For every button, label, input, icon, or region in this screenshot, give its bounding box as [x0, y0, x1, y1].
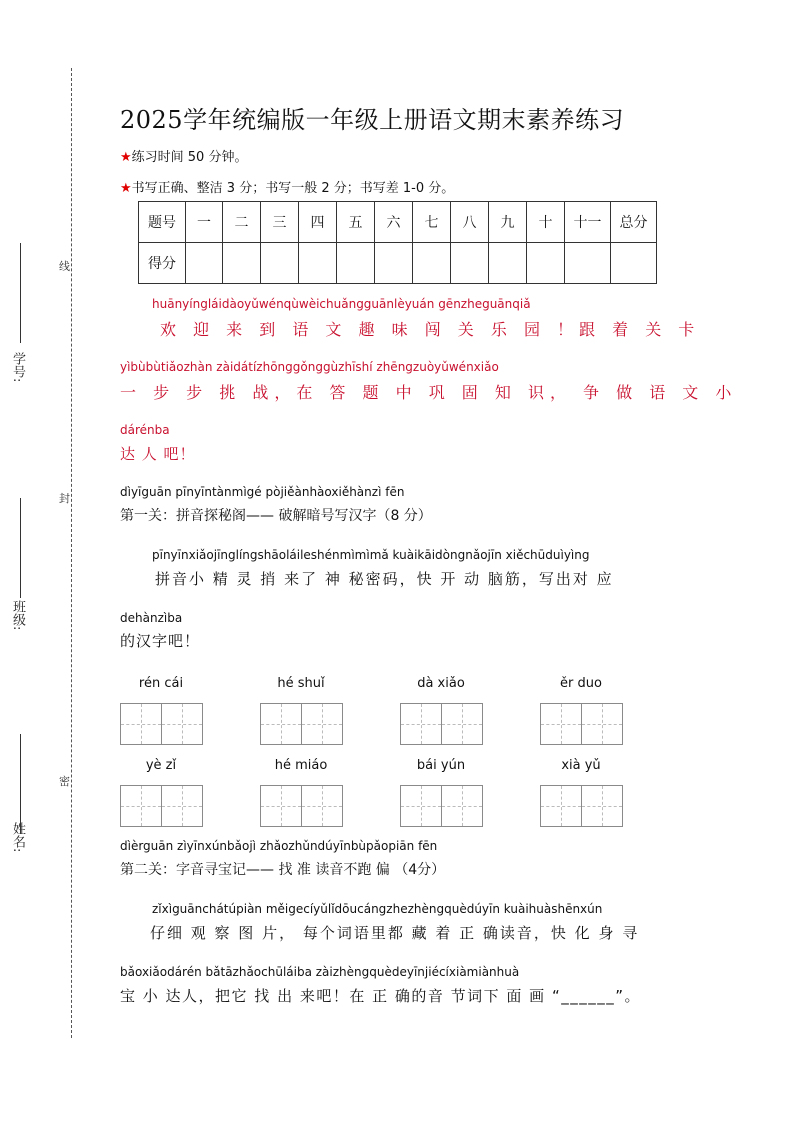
section1-desc-pinyin: pīnyīnxiǎojīnglíngshāoláileshénmìmìmǎ kuàikāidòngnǎojīn xiěchūduìyìng — [152, 548, 590, 562]
word-pinyin: ěr duo — [560, 676, 602, 691]
seal-line-mark: 线 — [59, 260, 70, 273]
page-title: 2025学年统编版一年级上册语文期末素养练习 — [120, 106, 625, 134]
section2-desc: 仔细 观 察 图 片， 每个词语里都 藏 着 正 确读音，快 化 身 寻 — [150, 924, 640, 942]
writing-grid[interactable] — [120, 785, 202, 825]
writing-grid[interactable] — [540, 703, 622, 743]
writing-grid[interactable] — [400, 703, 482, 743]
section1-desc: 拼音小 精 灵 捎 来了 神 秘密码，快 开 动 脑筋，写出对 应 — [155, 570, 614, 588]
note-time — [120, 146, 247, 165]
score-header-cell: 总分 — [611, 202, 657, 243]
score-header-cell: 七 — [413, 202, 451, 243]
star-icon: ★ — [120, 181, 132, 196]
section1-desc2: 的汉字吧！ — [120, 632, 201, 650]
score-header-cell: 九 — [489, 202, 527, 243]
section1-title: 第一关：拼音探秘阁—— 破解暗号写汉字（8 分） — [120, 508, 432, 524]
section2-desc2: 宝 小 达人，把它 找 出 来吧！在 正 确的音 节词下 面 画 “______”。 — [120, 987, 641, 1005]
section1-title-pinyin: dìyīguān pīnyīntànmìgé pòjiěànhàoxiěhànzì fēn — [120, 485, 405, 499]
score-header-cell: 题号 — [139, 202, 186, 243]
score-header-cell: 十 — [527, 202, 565, 243]
word-pinyin: hé shuǐ — [277, 676, 325, 691]
score-header-cell: 四 — [299, 202, 337, 243]
word-pinyin: xià yǔ — [561, 758, 601, 773]
writing-grid[interactable] — [540, 785, 622, 825]
score-input-cell[interactable] — [489, 243, 527, 284]
writing-grid[interactable] — [400, 785, 482, 825]
intro-text-1: 欢 迎 来 到 语 文 趣 味 闯 关 乐 园 ！跟 着 关 卡 — [160, 320, 701, 339]
score-input-cell[interactable] — [565, 243, 611, 284]
score-table-score-row — [139, 243, 657, 284]
section2-title-pinyin: dìèrguān zìyīnxúnbǎojì zhǎozhǔndúyīnbùpǎopiān fēn — [120, 839, 438, 853]
score-header-cell: 一 — [186, 202, 223, 243]
word-pinyin: hé miáo — [274, 758, 328, 773]
section2-title: 第二关：字音寻宝记—— 找 准 读音不跑 偏 （4分） — [120, 862, 446, 878]
name-label: 姓名: — [10, 822, 25, 853]
score-input-cell[interactable] — [413, 243, 451, 284]
class-blank[interactable] — [20, 498, 21, 598]
intro-pinyin-2: yìbùbùtiǎozhàn zàidátízhōnggǒnggùzhīshí zhēngzuòyǔwénxiǎo — [120, 360, 499, 374]
star-icon: ★ — [120, 150, 132, 165]
note-writing — [120, 177, 454, 196]
score-header-cell: 五 — [337, 202, 375, 243]
class-label: 班级: — [10, 600, 25, 631]
score-header-cell: 二 — [223, 202, 261, 243]
word-pinyin: yè zǐ — [145, 758, 177, 773]
note-time-text: 练习时间 50 分钟。 — [131, 150, 248, 165]
score-input-cell[interactable] — [527, 243, 565, 284]
word-pinyin: dà xiǎo — [417, 676, 465, 691]
score-header-cell: 三 — [261, 202, 299, 243]
binding-dashed-line — [71, 68, 72, 1038]
writing-grid[interactable] — [260, 703, 342, 743]
score-input-cell[interactable] — [611, 243, 657, 284]
writing-grid[interactable] — [260, 785, 342, 825]
score-input-cell[interactable] — [261, 243, 299, 284]
score-input-cell[interactable] — [186, 243, 223, 284]
score-header-cell: 六 — [375, 202, 413, 243]
student-id-blank[interactable] — [20, 243, 21, 343]
score-input-cell[interactable] — [451, 243, 489, 284]
score-input-cell[interactable] — [375, 243, 413, 284]
score-header-cell: 八 — [451, 202, 489, 243]
intro-pinyin-3: dárénba — [120, 423, 170, 437]
note-writing-text: 书写正确、整洁 3 分；书写一般 2 分；书写差 1-0 分。 — [131, 181, 455, 196]
score-input-cell[interactable] — [337, 243, 375, 284]
seal-mi-mark: 密 — [59, 775, 70, 788]
intro-text-2: 一 步 步 挑 战，在 答 题 中 巩 固 知 识， 争 做 语 文 小 — [120, 383, 738, 402]
section2-desc2-pinyin: bǎoxiǎodárén bǎtāzhǎochūláiba zàizhèngquèdeyīnjiécíxiàmiànhuà — [120, 965, 520, 979]
name-blank[interactable] — [20, 734, 21, 834]
section1-desc2-pinyin: dehànzìba — [120, 611, 183, 625]
intro-text-3: 达 人 吧！ — [120, 445, 196, 463]
section2-desc-pinyin: zǐxìguānchátúpiàn měigecíyǔlǐdōucángzhezhèngquèdúyīn kuàihuàshēnxún — [152, 902, 603, 916]
student-id-label: 学号: — [10, 352, 25, 383]
score-input-cell[interactable] — [223, 243, 261, 284]
word-pinyin: bái yún — [416, 758, 466, 773]
seal-feng-mark: 封 — [59, 492, 70, 505]
intro-pinyin-1: huānyíngláidàoyǔwénqùwèichuǎngguānlèyuán gēnzheguānqiǎ — [152, 297, 531, 311]
writing-grid[interactable] — [120, 703, 202, 743]
score-input-cell[interactable] — [299, 243, 337, 284]
score-table-header-row — [139, 202, 657, 243]
score-header-cell: 十一 — [565, 202, 611, 243]
score-row-label: 得分 — [139, 243, 186, 284]
word-pinyin: rén cái — [138, 676, 184, 691]
score-table — [138, 201, 657, 284]
